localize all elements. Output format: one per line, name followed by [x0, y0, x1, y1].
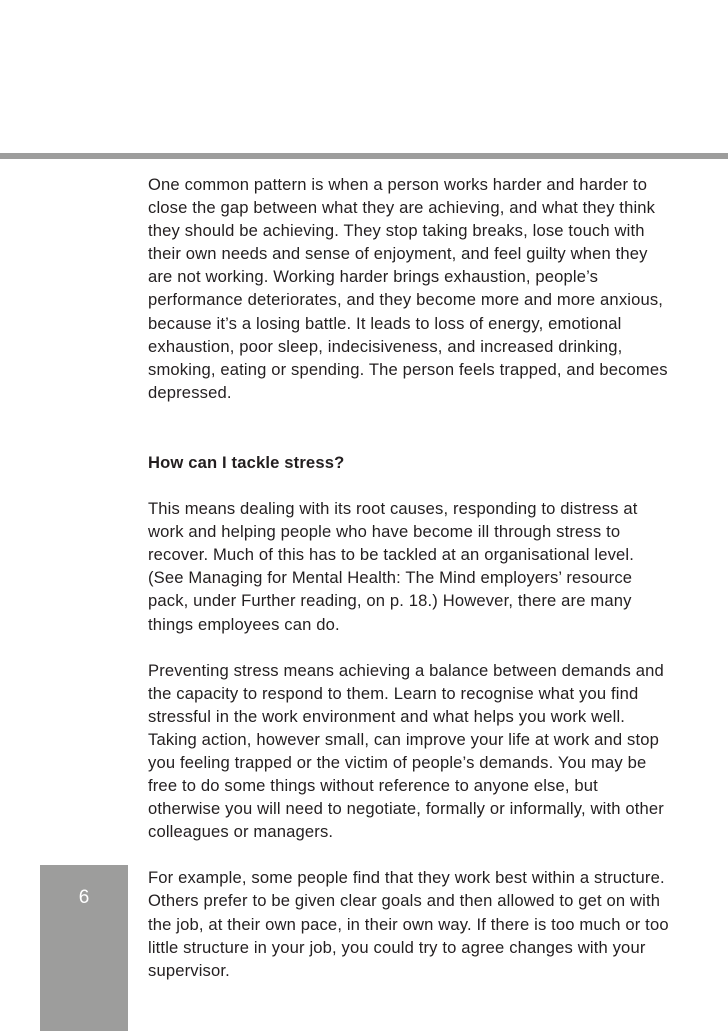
paragraph-stress-pattern: One common pattern is when a person works harder and harder to close the gap between what they are achieving, and what they think they should be achieving. They stop taking breaks, lose touch with their own needs and sense of enjoyment, and feel guilty when they are not working. Working harder brings exhaustion, people’s performance deteriorates, and they become more and more anxious, because it’s a losing battle. It leads to loss of energy, emotional exhaustion, poor sleep, indecisiveness, and increased drinking, smoking, eating or spending. The person feels trapped, and becomes depressed. — [148, 175, 668, 402]
paragraph-example-structure: For example, some people find that they work best within a structure. Others prefer to be given clear goals and then allowed to get on with the job, at their own pace, in their own way. If there is too much or too little structure in your job, you could try to agree changes with your supervisor. — [148, 868, 669, 980]
section-heading: How can I tackle stress? — [148, 452, 345, 472]
page-body — [148, 173, 673, 982]
paragraph-root-causes: This means dealing with its root causes, responding to distress at work and helping people who have become ill through stress to recover. Much of this has to be tackled at an organisational level. (See Managing for Mental Health: The Mind employers’ resource pack, under Further reading, on p. 18.) However, there are many things employees can do. — [148, 499, 638, 634]
header-rule — [0, 153, 728, 159]
page-number: 6 — [78, 887, 90, 908]
paragraph-preventing-stress: Preventing stress means achieving a balance between demands and the capacity to respond to them. Learn to recognise what you find stressful in the work environment and what helps you work well. Taking action, however small, can improve your life at work and stop you feeling trapped or the victim of people’s demands. You may be free to do some things without reference to anyone else, but otherwise you will need to negotiate, formally or informally, with other colleagues or managers. — [148, 660, 664, 842]
